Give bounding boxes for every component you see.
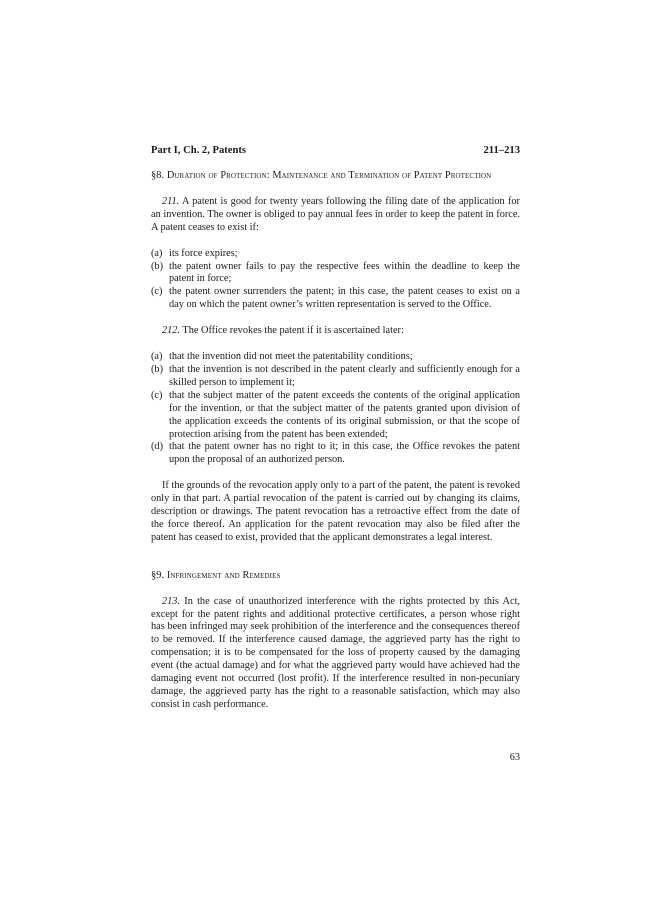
list-item (151, 390, 520, 442)
list-item-text: the patent owner fails to pay the respective fees within the deadline to keep the patent in force; (169, 260, 520, 285)
list-item-text: its force expires; (169, 247, 238, 259)
section-9-number: §9. (151, 569, 165, 581)
paragraph-212-text: The Office revokes the patent if it is ascertained later: (182, 325, 404, 337)
list-212 (151, 351, 520, 467)
list-item-mark: (d) (151, 441, 164, 453)
section-8-number: §8. (151, 170, 165, 181)
paragraph-211-text: A patent is good for twenty years following the filing date of the application for an invention. The owner is obliged to pay annual fees in order to keep the patent in force. A patent ceases to exist if: (151, 195, 520, 233)
paragraph-213-number: 213. (162, 595, 181, 607)
paragraph-212 (151, 325, 520, 338)
list-item (151, 364, 520, 390)
section-9-heading (151, 570, 520, 583)
section-8-heading (151, 170, 520, 183)
list-item-mark: (b) (151, 363, 164, 375)
list-item (151, 286, 520, 312)
list-item (151, 248, 520, 261)
paragraph-211-number: 211. (162, 195, 180, 207)
running-head (151, 144, 520, 157)
list-item (151, 261, 520, 287)
list-item-text: that the subject matter of the patent exceeds the contents of the original application for the invention, or that the subject matter of the patents granted upon division of the application exceeds the contents of its original submission, or that the scope of protection arising from the patent has been extended; (169, 389, 520, 440)
list-item-text: the patent owner surrenders the patent; in this case, the patent ceases to exist on a day on which the patent owner’s written representation is served to the Office. (169, 286, 520, 311)
list-item-text: that the invention is not described in the patent clearly and sufficiently enough for a skilled person to implement it; (169, 363, 520, 388)
list-item-text: that the invention did not meet the patentability conditions; (169, 351, 413, 363)
running-head-right: 211–213 (483, 145, 520, 156)
list-211 (151, 248, 520, 313)
list-item-mark: (b) (151, 260, 164, 272)
paragraph-212-number: 212. (162, 325, 181, 337)
paragraph-211 (151, 196, 520, 235)
list-item-text: that the patent owner has no right to it; in this case, the Office revokes the patent upon the proposal of an authorized person. (169, 441, 520, 466)
list-item-mark: (a) (151, 247, 163, 259)
section-8-title: Duration of Protection: Maintenance and Termination of Patent Protection (166, 170, 492, 181)
list-item (151, 441, 520, 467)
list-item-mark: (a) (151, 351, 163, 363)
running-head-left: Part I, Ch. 2, Patents (151, 145, 247, 156)
section-9-title: Infringement and Remedies (166, 569, 281, 581)
list-item-mark: (c) (151, 286, 163, 298)
page-number: 63 (509, 752, 520, 763)
page-content (151, 144, 520, 712)
list-item-mark: (c) (151, 389, 163, 401)
paragraph-212-closing: If the grounds of the revocation apply only to a part of the patent, the patent is revoked only in that part. A partial revocation of the patent is carried out by changing its claims, description or drawings. The patent revocation has a retroactive effect from the date of the force thereof. An application for the patent revocation may also be filed after the patent has ceased to exist, provided that the applicant demonstrates a legal interest. (151, 480, 520, 543)
paragraph-213 (151, 596, 520, 712)
paragraph-213-text: In the case of unauthorized interference with the rights protected by this Act, except for the patent rights and additional protective certificates, a person whose right has been infringed may seek prohibition of the interference and the consequences thereof to be removed. If the interference caused damage, the aggrieved party has the right to compensation; it is to be compensated for the loss of property caused by the damaging event (the actual damage) and for what the aggrieved party would have achieved had the damaging event not occurred (lost profit). If the interference resulted in non-pecuniary damage, the aggrieved party has the right to a reasonable satisfaction, which may also consist in cash performance. (151, 595, 520, 710)
list-item (151, 351, 520, 364)
